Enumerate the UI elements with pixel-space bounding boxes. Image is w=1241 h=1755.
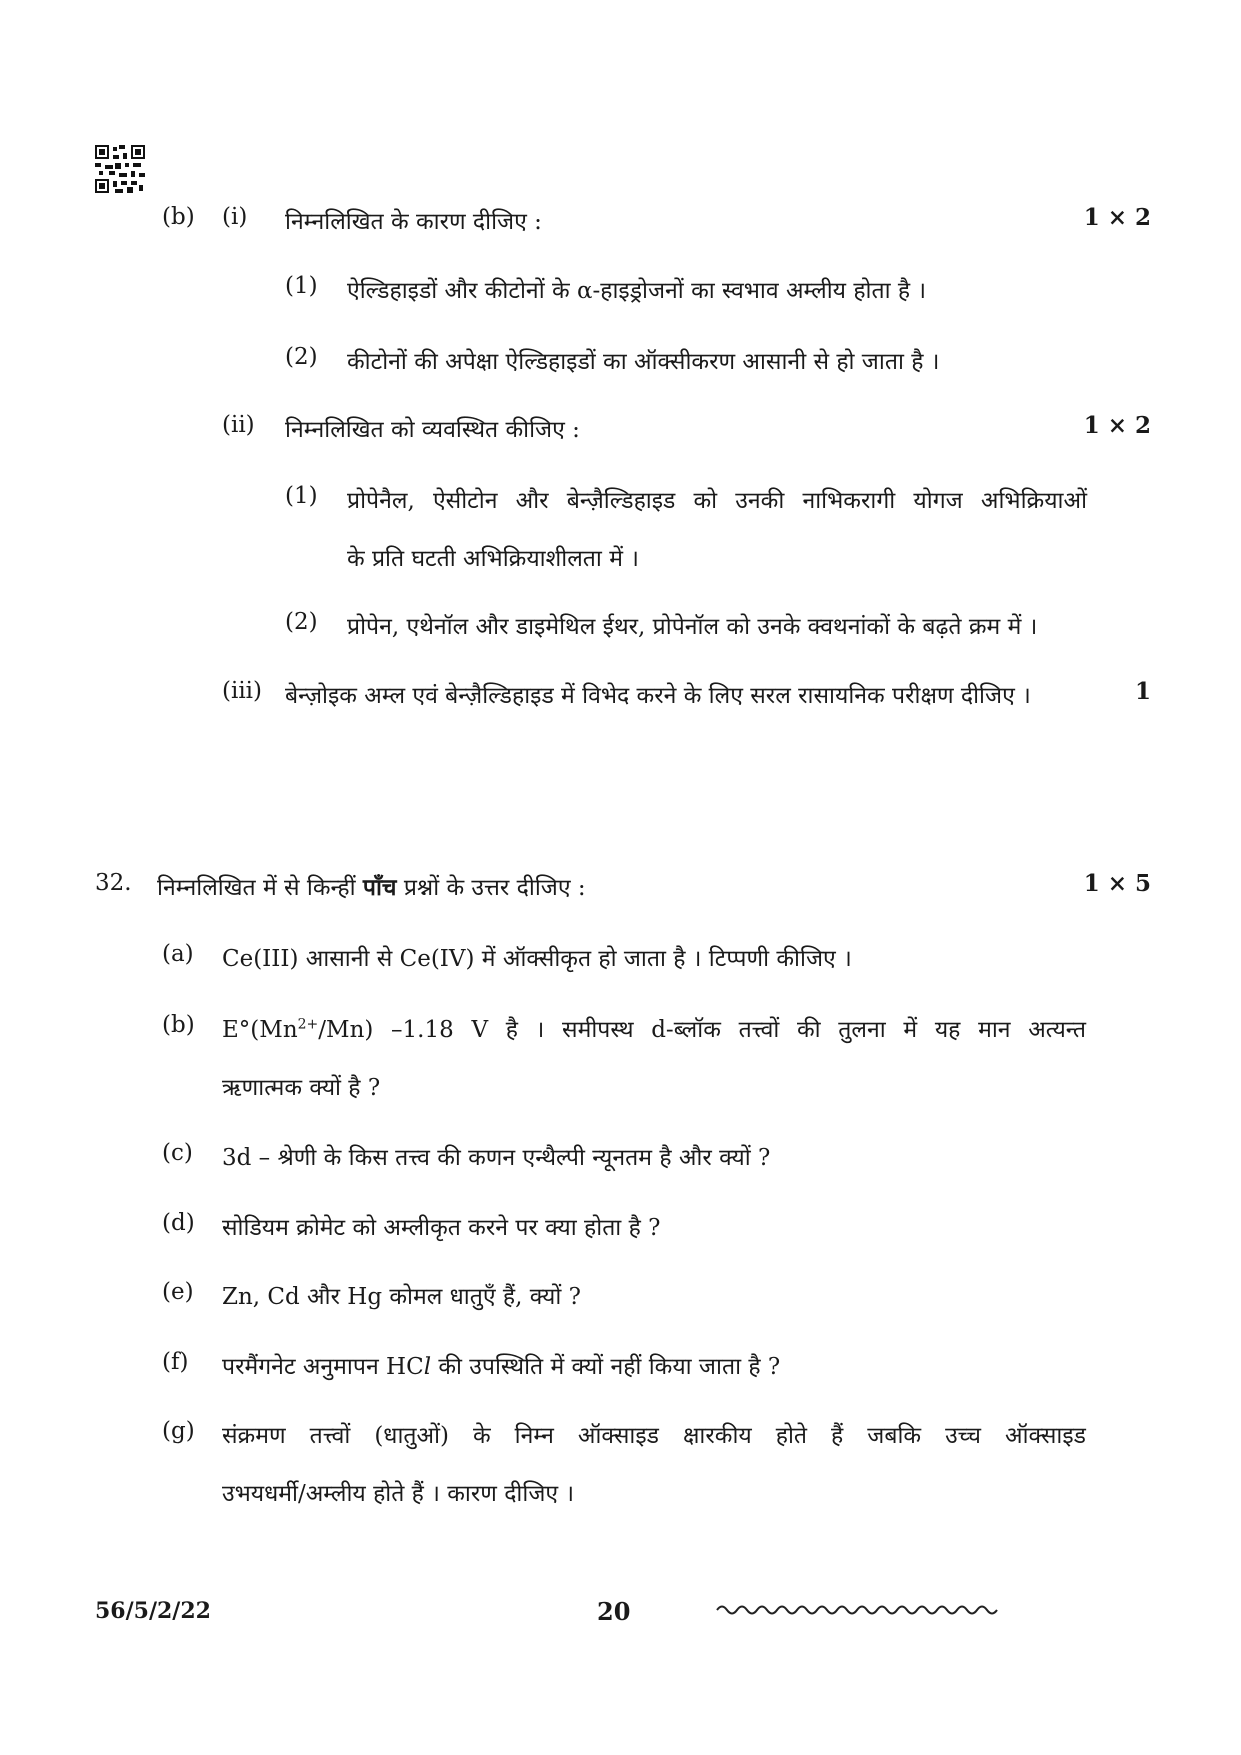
q31b-i-1-text: ऐल्डिहाइडों और कीटोनों के α-हाइड्रोजनों का स्वभाव अम्लीय होता है ।: [347, 278, 927, 304]
q31b-iii-marks: 1: [1134, 678, 1151, 705]
q32-b-line1: $E^\circ(Mn^{2+}/Mn)$ –1.18 V है । समीपस्थ d-ब्लॉक तत्त्वों की तुलना में यह मान अत्यन्त: [222, 1016, 1086, 1043]
q31b-ii-2-text: प्रोपेन, एथेनॉल और डाइमेथिल ईथर, प्रोपेनॉल को उनके क्वथनांकों के बढ़ते क्रम में ।: [347, 614, 1038, 640]
q31b-ii-1-label: (1): [285, 483, 318, 509]
q32-marks: 1 × 5: [1083, 870, 1151, 897]
q32-g-line2: उभयधर्मी/अम्लीय होते हैं । कारण दीजिए ।: [222, 1481, 575, 1507]
q31b-i-1-label: (1): [285, 273, 318, 299]
q32-d-text: सोडियम क्रोमेट को अम्लीकृत करने पर क्या होता है ?: [222, 1215, 661, 1241]
q32-d-label: (d): [162, 1210, 195, 1236]
q32-number: 32.: [95, 870, 132, 896]
q31b-ii-marks: 1 × 2: [1083, 412, 1151, 439]
q31b-ii-2-label: (2): [285, 609, 318, 635]
q32-c-label: (c): [162, 1140, 193, 1166]
page-number: 20: [597, 1597, 631, 1626]
qr-code-icon: [95, 145, 145, 193]
q31b-ii-text: निम्नलिखित को व्यवस्थित कीजिए :: [285, 417, 580, 443]
q32-b-line2: ऋणात्मक क्यों है ?: [222, 1075, 381, 1101]
wavy-line-decoration: [715, 1601, 1005, 1619]
q32-a-text: Ce(III) आसानी से Ce(IV) में ऑक्सीकृत हो जाता है । टिप्पणी कीजिए ।: [222, 946, 852, 972]
q32-f-text: परमैंगनेट अनुमापन HCl की उपस्थिति में क्यों नहीं किया जाता है ?: [222, 1354, 781, 1380]
q31b-i-text: निम्नलिखित के कारण दीजिए :: [285, 209, 542, 235]
q32-intro: निम्नलिखित में से किन्हीं पाँच प्रश्नों के उत्तर दीजिए :: [157, 874, 586, 901]
q32-f-label: (f): [162, 1349, 189, 1375]
q31b-i-marks: 1 × 2: [1083, 204, 1151, 231]
q32-g-line1: संक्रमण तत्त्वों (धातुओं) के निम्न ऑक्साइड क्षारकीय होते हैं जबकि उच्च ऑक्साइड: [222, 1423, 1086, 1449]
q31b-ii-label: (ii): [222, 412, 255, 438]
q32-intro-emphasis: पाँच: [362, 874, 397, 901]
q32-e-label: (e): [162, 1279, 194, 1305]
q31b-iii-text: बेन्ज़ोइक अम्ल एवं बेन्ज़ैल्डिहाइड में विभेद करने के लिए सरल रासायनिक परीक्षण दीजिए ।: [285, 683, 1031, 709]
q31b-i-label: (i): [222, 204, 248, 230]
q32-g-label: (g): [162, 1418, 195, 1444]
q31b-ii-1-line1: प्रोपेनैल, ऐसीटोन और बेन्ज़ैल्डिहाइड को उनकी नाभिकरागी योगज अभिक्रियाओं: [347, 488, 1087, 514]
q32-e-text: Zn, Cd और Hg कोमल धातुएँ हैं, क्यों ?: [222, 1284, 581, 1310]
q31b-iii-label: (iii): [222, 678, 263, 704]
q32-a-label: (a): [162, 941, 194, 967]
paper-code: 56/5/2/22: [95, 1598, 211, 1624]
q32-c-text: 3d – श्रेणी के किस तत्त्व की कणन एन्थैल्पी न्यूनतम है और क्यों ?: [222, 1145, 771, 1171]
q31b-i-2-label: (2): [285, 344, 318, 370]
q31b-i-2-text: कीटोनों की अपेक्षा ऐल्डिहाइडों का ऑक्सीकरण आसानी से हो जाता है ।: [347, 349, 940, 375]
q31b-ii-1-line2: के प्रति घटती अभिक्रियाशीलता में ।: [347, 546, 639, 572]
q32-b-label: (b): [162, 1012, 195, 1038]
q31b-label: (b): [162, 204, 195, 230]
